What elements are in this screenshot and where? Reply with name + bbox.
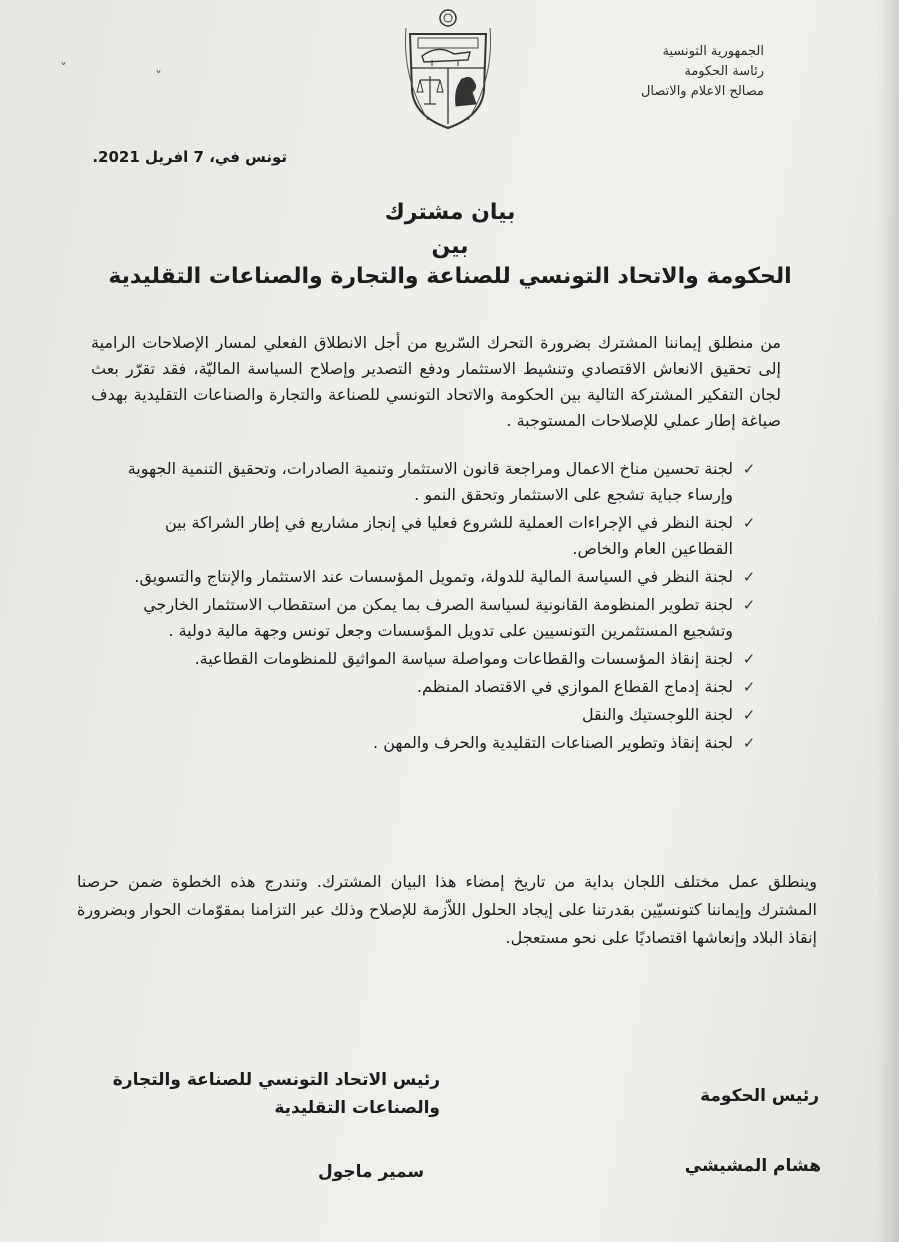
list-item xyxy=(109,674,759,700)
check-icon: ✓ xyxy=(742,678,756,696)
list-item xyxy=(109,456,759,508)
scan-speck: ˇ xyxy=(60,62,67,78)
closing-paragraph: وينطلق عمل مختلف اللجان بداية من تاريخ إمضاء هذا البيان المشترك. وتندرج هذه الخطوة ضمن حرصنا المشترك وإيماننا كتونسيّين بقدرتنا على إيجاد الحلول اللاّزمة للإصلاح وذلك عبر التزامنا بمقوّمات الحوار وبضرورة إنقاذ البلاد وإنعاشها اقتصاديًا على نحو مستعجل. xyxy=(77,872,817,947)
utica-president-title xyxy=(80,1066,440,1122)
committee-text: لجنة إنقاذ وتطوير الصناعات التقليدية والحرف والمهن . xyxy=(373,733,733,752)
list-item xyxy=(109,592,759,644)
gov-president-title: رئيس الحكومة xyxy=(700,1086,819,1106)
committee-text: لجنة النظر في الإجراءات العملية للشروع فعليا في إنجاز مشاريع في إطار الشراكة بين القطاعين العام والخاص. xyxy=(165,513,733,558)
check-icon: ✓ xyxy=(742,460,756,478)
committee-text: لجنة تطوير المنظومة القانونية لسياسة الصرف بما يمكن من استقطاب الاستثمار الخارجي وتشجيع المستثمرين التونسيين على تدويل المؤسسات وجعل تونس وجهة مالية دولية . xyxy=(143,595,733,640)
check-icon: ✓ xyxy=(742,596,756,614)
letterhead-department: مصالح الاعلام والاتصال xyxy=(640,84,764,99)
committee-text: لجنة النظر في السياسة المالية للدولة، وتمويل المؤسسات عند الاستثمار والإنتاج والتسويق. xyxy=(134,567,733,586)
coat-of-arms-icon xyxy=(398,8,498,134)
committee-text: لجنة تحسين مناخ الاعمال ومراجعة قانون الاستثمار وتنمية الصادرات، وتحقيق التنمية الجهوية وإرساء جباية تشجع على الاستثمار وتحقق النمو . xyxy=(127,459,733,504)
letterhead-presidency: رئاسة الحكومة xyxy=(684,64,764,79)
list-item xyxy=(109,646,759,672)
committees-list xyxy=(109,456,759,758)
check-icon: ✓ xyxy=(742,650,756,668)
committee-text: لجنة إنقاذ المؤسسات والقطاعات ومواصلة سياسة المواثيق للمنظومات القطاعية. xyxy=(194,649,733,668)
letterhead-republic: الجمهورية التونسية xyxy=(662,44,764,59)
committee-text: لجنة إدماج القطاع الموازي في الاقتصاد المنظم. xyxy=(416,677,733,696)
utica-title-line1: رئيس الاتحاد التونسي للصناعة والتجارة xyxy=(112,1070,440,1090)
document-date: تونس في، 7 افريل 2021. xyxy=(92,148,287,166)
utica-title-line2: والصناعات التقليدية xyxy=(274,1098,440,1118)
list-item xyxy=(109,730,759,756)
scan-speck: ˇ xyxy=(155,70,162,86)
list-item xyxy=(109,564,759,590)
utica-president-name: سمير ماجول xyxy=(318,1162,425,1182)
check-icon: ✓ xyxy=(742,568,756,586)
committee-text: لجنة اللوجستيك والنقل xyxy=(581,705,733,724)
page-edge-shadow xyxy=(877,0,899,1242)
intro-paragraph: من منطلق إيماننا المشترك بضرورة التحرك السّريع من أجل الانطلاق الفعلي لمسار الإصلاحات الرامية إلى تحقيق الانعاش الاقتصادي وتنشيط الاستثمار ودفع التصدير وإصلاح السياسة الماليّة، فقد تقرّر بعث لجان التفكير المشتركة التالية بين الحكومة والاتحاد التونسي للصناعة والتجارة والصناعات التقليدية بهدف صياغة إطار عملي للإصلاحات المستوجبة . xyxy=(91,333,781,430)
list-item xyxy=(109,510,759,562)
list-item xyxy=(109,702,759,728)
check-icon: ✓ xyxy=(742,706,756,724)
gov-president-name: هشام المشيشي xyxy=(684,1156,821,1176)
check-icon: ✓ xyxy=(742,734,756,752)
title-joint-statement: بيان مشترك xyxy=(384,200,516,225)
check-icon: ✓ xyxy=(742,514,756,532)
letterhead xyxy=(534,42,764,102)
title-between: بين xyxy=(431,234,469,259)
title-parties: الحكومة والاتحاد التونسي للصناعة والتجارة والصناعات التقليدية xyxy=(108,264,792,289)
